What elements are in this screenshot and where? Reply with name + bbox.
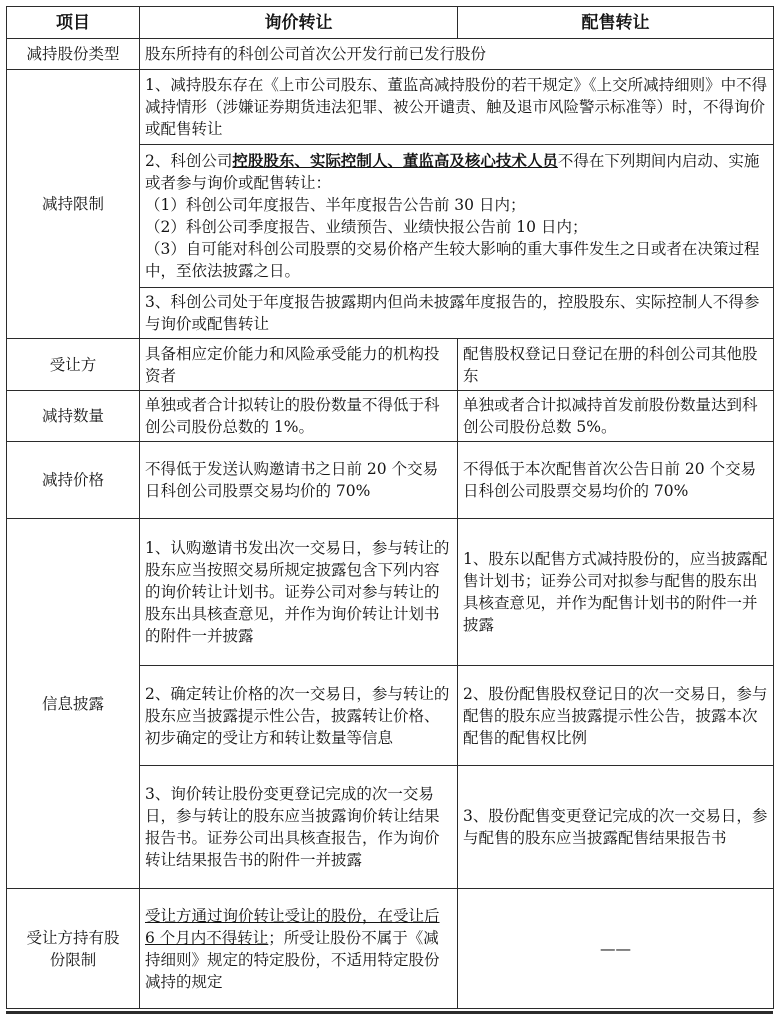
label-quantity: 减持数量 [7, 391, 140, 442]
header-inquiry-transfer: 询价转让 [140, 7, 458, 39]
label-transferee: 受让方 [7, 339, 140, 391]
disclosure-inquiry-3: 3、询价转让股份变更登记完成的次一交易日，参与转让的股东应当披露询价转让结果报告书。证券公司出具核查报告，作为询价转让结果报告书的附件一并披露 [140, 766, 458, 889]
row-holding [7, 889, 774, 1009]
row-limits-1 [7, 70, 774, 145]
limits-p2-item1: （1）科创公司年度报告、半年度报告公告前 30 日内； [145, 196, 526, 214]
limits-p2-prefix: 2、科创公司 [145, 152, 233, 170]
price-inquiry: 不得低于发送认购邀请书之日前 20 个交易日科创公司股票交易均价的 70% [140, 442, 458, 519]
holding-placement: —— [458, 889, 774, 1009]
header-placement-transfer: 配售转让 [458, 7, 774, 39]
holding-inquiry-rest: ；所受让股份不属于《减持细则》规定的特定股份，不适用特定股份减持的规定 [145, 928, 440, 991]
label-holding-line1: 受让方持有股 [26, 928, 120, 947]
limits-p1: 1、减持股东存在《上市公司股东、董监高减持股份的若干规定》《上交所减持细则》中不得减持情形（涉嫌证券期货违法犯罪、被公开谴责、触及退市风险警示标准等）时，不得询价或配售转让 [140, 70, 774, 145]
bottom-rule [6, 1011, 773, 1014]
label-disclosure: 信息披露 [7, 519, 140, 889]
disclosure-placement-3: 3、股份配售变更登记完成的次一交易日，参与配售的股东应当披露配售结果报告书 [458, 766, 774, 889]
row-quantity [7, 391, 774, 442]
price-placement: 不得低于本次配售首次公告日前 20 个交易日科创公司股票交易均价的 70% [458, 442, 774, 519]
comparison-table [6, 6, 774, 1009]
disclosure-placement-2: 2、股份配售股权登记日的次一交易日，参与配售的股东应当披露提示性公告，披露本次配售的配售权比例 [458, 666, 774, 766]
limits-p2-suffix: 不得在下列期间内启动、实施或者参与询价或配售转让： [145, 152, 760, 192]
label-holding [7, 889, 140, 1009]
transferee-inquiry: 具备相应定价能力和风险承受能力的机构投资者 [140, 339, 458, 391]
quantity-placement: 单独或者合计拟减持首发前股份数量达到科创公司股份总数 5%。 [458, 391, 774, 442]
label-holding-line2: 份限制 [49, 950, 97, 969]
label-share-type: 减持股份类型 [7, 39, 140, 70]
disclosure-inquiry-2: 2、确定转让价格的次一交易日，参与转让的股东应当披露提示性公告，披露转让价格、初步确定的受让方和转让数量等信息 [140, 666, 458, 766]
limits-p2-bold: 控股股东、实际控制人、董监高及核心技术人员 [232, 151, 558, 170]
row-disclosure-1 [7, 519, 774, 666]
limits-p2-item2: （2）科创公司季度报告、业绩预告、业绩快报公告前 10 日内； [145, 218, 588, 236]
holding-inquiry-underlined: 受让方通过询价转让受让的股份，在受让后 6 个月内不得转让 [145, 906, 440, 947]
label-limits: 减持限制 [7, 70, 140, 339]
limits-p2 [140, 145, 774, 288]
transferee-placement: 配售股权登记日登记在册的科创公司其他股东 [458, 339, 774, 391]
row-transferee [7, 339, 774, 391]
holding-inquiry [140, 889, 458, 1009]
disclosure-placement-1: 1、股东以配售方式减持股份的，应当披露配售计划书；证券公司对拟参与配售的股东出具核查意见，并作为配售计划书的附件一并披露 [458, 519, 774, 666]
limits-p2-item3: （3）自可能对科创公司股票的交易价格产生较大影响的重大事件发生之日或者在决策过程中，至依法披露之日。 [145, 240, 760, 280]
row-share-type [7, 39, 774, 70]
header-item: 项目 [7, 7, 140, 39]
header-row [7, 7, 774, 39]
row-price [7, 442, 774, 519]
label-price: 减持价格 [7, 442, 140, 519]
share-type-text: 股东所持有的科创公司首次公开发行前已发行股份 [140, 39, 774, 70]
disclosure-inquiry-1: 1、认购邀请书发出次一交易日，参与转让的股东应当按照交易所规定披露包含下列内容的询价转让计划书。证券公司对参与转让的股东出具核查意见，并作为询价转让计划书的附件一并披露 [140, 519, 458, 666]
quantity-inquiry: 单独或者合计拟转让的股份数量不得低于科创公司股份总数的 1%。 [140, 391, 458, 442]
limits-p3: 3、科创公司处于年度报告披露期内但尚未披露年度报告的，控股股东、实际控制人不得参与询价或配售转让 [140, 288, 774, 339]
